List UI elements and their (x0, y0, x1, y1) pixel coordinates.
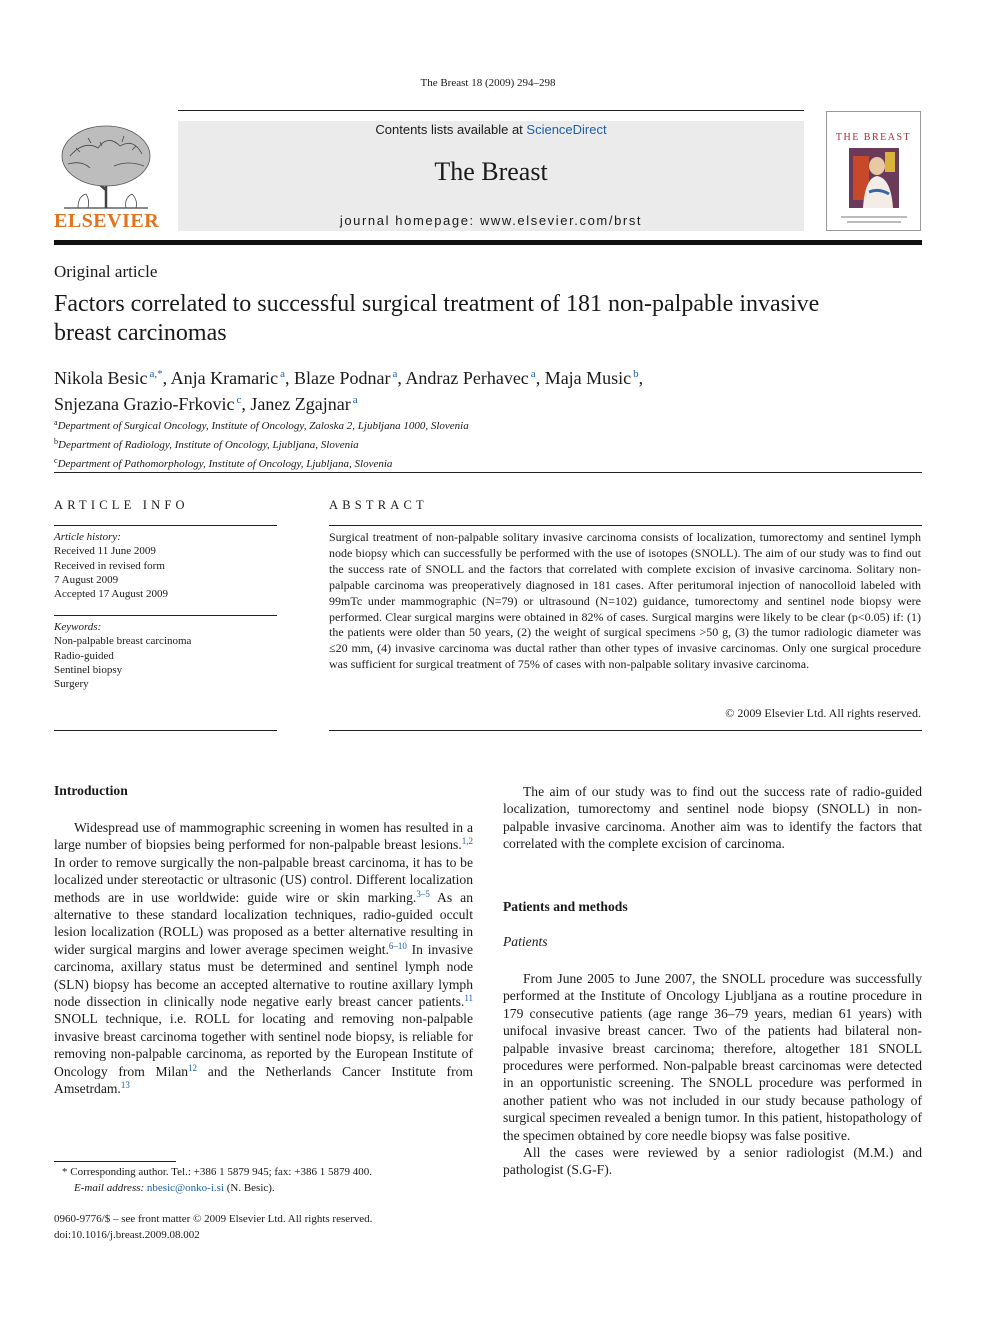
keyword: Sentinel biopsy (54, 663, 123, 676)
article-history (54, 530, 277, 601)
citation-link[interactable]: 3–5 (416, 888, 430, 899)
journal-homepage-link[interactable]: journal homepage: www.elsevier.com/brst (339, 213, 643, 228)
affiliation-mark: b (54, 437, 58, 446)
methods-heading: Patients and methods (503, 899, 628, 914)
introduction-heading: Introduction (54, 783, 128, 798)
author-separator: , (162, 368, 171, 388)
keyword: Non-palpable breast carcinoma (54, 635, 192, 648)
introduction-paragraph (54, 819, 473, 1098)
affiliation-text: Department of Radiology, Institute of Oncology, Ljubljana, Slovenia (58, 439, 359, 451)
running-head: The Breast 18 (2009) 294–298 (420, 77, 556, 89)
header-rule (178, 110, 804, 111)
affiliation (54, 453, 914, 472)
info-rule (54, 730, 277, 731)
patients-text (503, 970, 922, 1179)
journal-title: The Breast (434, 157, 548, 186)
citation-link[interactable]: 6–10 (388, 940, 407, 951)
author-affiliation-mark[interactable]: c (236, 394, 242, 406)
affiliation-text: Department of Pathomorphology, Institute of Oncology, Ljubljana, Slovenia (57, 458, 393, 470)
keyword: Radio-guided (54, 649, 114, 662)
aim-paragraph: The aim of our study was to find out the success rate of radio-guided localization, tumorectomy and sentinel node biopsy (SNOLL) in non-palpable invasive carcinoma. Another aim was to identify the factors that correlated with the complete excision of carcinoma. (503, 784, 922, 852)
author-name: Janez Zgajnar (250, 394, 351, 414)
author-name: Maja Music (544, 368, 632, 388)
journal-banner (178, 121, 804, 231)
author-affiliation-mark[interactable]: a (530, 368, 536, 380)
intro-text-run: Widespread use of mammographic screening in women has resulted in a large number of biopsies being performed for non-palpable breast lesions. (54, 820, 473, 853)
email-label: E-mail address: (74, 1181, 145, 1194)
abstract-heading: ABSTRACT (329, 498, 428, 512)
article-info-heading: ARTICLE INFO (54, 498, 189, 512)
author-affiliation-mark[interactable]: a (392, 368, 398, 380)
corresponding-author: * Corresponding author. Tel.: +386 1 5879 945; fax: +386 1 5879 400. (62, 1166, 372, 1178)
cover-text-line (847, 221, 901, 223)
footnote-rule (54, 1161, 176, 1162)
affiliation (54, 434, 914, 453)
author-affiliation-mark[interactable]: a (280, 368, 285, 380)
keyword: Surgery (54, 678, 89, 691)
affiliation-mark: c (54, 456, 58, 465)
citation-link[interactable]: 13 (120, 1080, 130, 1091)
author-name: Nikola Besic (54, 368, 148, 388)
sciencedirect-link[interactable]: ScienceDirect (526, 122, 607, 137)
masthead-rule (54, 240, 922, 245)
author-separator: , (397, 368, 406, 388)
article-type: Original article (54, 262, 158, 281)
intro-text-run: In order to remove surgically the non-palpable breast carcinoma, it has to be localized under stereotactic or ultrasonic (US) control. Different localization methods are in use worldwide: guide wire or skin marking. (54, 854, 473, 905)
author-separator: , (638, 368, 644, 388)
history-label: Article history: (54, 531, 121, 543)
doi-link[interactable]: doi:10.1016/j.breast.2009.08.002 (54, 1228, 200, 1241)
article-title: Factors correlated to successful surgical treatment of 181 non-palpable invasive breast carcinomas (54, 291, 820, 346)
author-name: Snjezana Grazio-Frkovic (54, 394, 235, 414)
contents-prefix: Contents lists available at (375, 122, 527, 137)
author-affiliation-mark[interactable]: a,* (149, 368, 163, 380)
author-affiliation-mark[interactable]: a (352, 394, 358, 406)
patients-paragraph: All the cases were reviewed by a senior radiologist (M.M.) and pathologist (S.G-F). (503, 1145, 922, 1178)
email-link[interactable]: nbesic@onko-i.si (146, 1181, 224, 1194)
cover-painting-icon (849, 148, 899, 208)
contents-line (178, 121, 804, 137)
affiliation-text: Department of Surgical Oncology, Institute of Oncology, Zaloska 2, Ljubljana 1000, Slovenia (57, 420, 469, 432)
author-separator: , (284, 368, 294, 388)
keywords-label: Keywords: (54, 621, 102, 633)
corresponding-footnote (54, 1165, 473, 1196)
elsevier-logo[interactable] (54, 120, 160, 232)
email-suffix: (N. Besic). (223, 1181, 275, 1194)
patients-subheading: Patients (503, 934, 548, 949)
aim-text (503, 783, 922, 853)
introduction-text (54, 819, 473, 1098)
issn-block (54, 1212, 473, 1243)
intro-text-run: As an alternative to these standard localization techniques, radio-guided occult lesion localization (ROLL) was proposed as a better alternative resulting in wider surgical margins and lower average specimen weight. (54, 889, 473, 957)
history-line: 7 August 2009 (54, 573, 119, 586)
publisher-name: ELSEVIER (54, 210, 160, 232)
issn-line: 0960-9776/$ – see front matter © 2009 Elsevier Ltd. All rights reserved. (54, 1213, 373, 1225)
affiliation (54, 415, 914, 434)
intro-text-run: and the Netherlands Cancer Institute from Amsetrdam. (54, 1063, 473, 1097)
title-rule (54, 472, 922, 473)
journal-cover[interactable] (826, 111, 921, 231)
intro-text-run: SNOLL technique, i.e. ROLL for locating and removing non-palpable invasive breast carcinoma together with sentinel node biopsy, is reliable for removing non-palpable carcinoma, as reported by the European Institute of Oncology from Milan (54, 1011, 473, 1079)
history-line: Accepted 17 August 2009 (54, 588, 168, 601)
abstract-rule (329, 730, 922, 731)
history-line: Received in revised form (54, 559, 165, 572)
author-list (54, 363, 914, 415)
author-name: Blaze Podnar (293, 368, 391, 388)
citation-link[interactable]: 12 (188, 1062, 198, 1073)
cover-title: THE BREAST (835, 132, 912, 143)
abstract-copyright: © 2009 Elsevier Ltd. All rights reserved. (725, 706, 921, 720)
affiliation-mark: a (54, 418, 58, 427)
patients-paragraph: From June 2005 to June 2007, the SNOLL procedure was successfully performed at the Institute of Oncology Ljubljana as a routine procedure in 179 consecutive patients (age range 36–79 years, median 61 years) with unifocal invasive breast cancer. Two of the patients had bilateral non-palpable invasive breast carcinoma; therefore, altogether 181 SNOLL procedures were performed. Non-palpable breast carcinomas were detected in an opportunistic screening. The SNOLL procedure was performed in another patient who was not included in our study because pathology of surgical specimen revealed a benign tumor. In this patient, histopathology of the specimen obtained by core needle biopsy was false positive. (503, 971, 922, 1143)
keywords (54, 620, 277, 691)
affiliation-list (54, 415, 914, 472)
author-name: Andraz Perhavec (405, 368, 529, 388)
intro-text-run: In invasive carcinoma, axillary status must be determined and sentinel lymph node (SLN) biopsy has become an accepted alternative to routine axillary lymph node dissection in clinically node negative early breast cancer patients. (54, 941, 473, 1010)
author-separator: , (535, 368, 545, 388)
author-affiliation-mark[interactable]: b (633, 368, 639, 380)
citation-link[interactable]: 1,2 (461, 836, 473, 847)
cover-text-line (841, 216, 907, 218)
info-rule (54, 615, 277, 616)
abstract-text: Surgical treatment of non-palpable solitary invasive carcinoma consists of localization, tumorectomy and sentinel lymph node biopsy which can successfully be performed with the use of isotopes (SNOLL). The aim of our study was to find out the success rate of SNOLL and the factors that correlated with complete excision of invasive carcinoma. Solitary non-palpable carcinoma was preoperatively diagnosed in 181 cases. After peritumoral injection of nanocolloid labeled with 99mTc under mammographic (N=79) or ultrasound (N=102) guidance, tumorectomy and sentinel node biopsy were performed. Clear surgical margins were obtained in 82% of cases. Surgical margins were likely to be clear (p<0.05) if: (1) the patients were older than 50 years, (2) the weight of surgical specimens >50 g, (3) the tumor radiologic diameter was ≤20 mm, (4) invasive carcinoma was ductal rather than other types of invasive carcinomas. Only one surgical procedure was sufficient for surgical treatment of 75% of cases with non-palpable solitary invasive carcinoma. (329, 530, 921, 672)
author-name: Anja Kramaric (170, 368, 279, 388)
citation-link[interactable]: 11 (464, 993, 473, 1004)
history-line: Received 11 June 2009 (54, 545, 156, 558)
info-rule (54, 525, 277, 526)
abstract-rule (329, 525, 922, 526)
author-separator: , (241, 394, 251, 414)
